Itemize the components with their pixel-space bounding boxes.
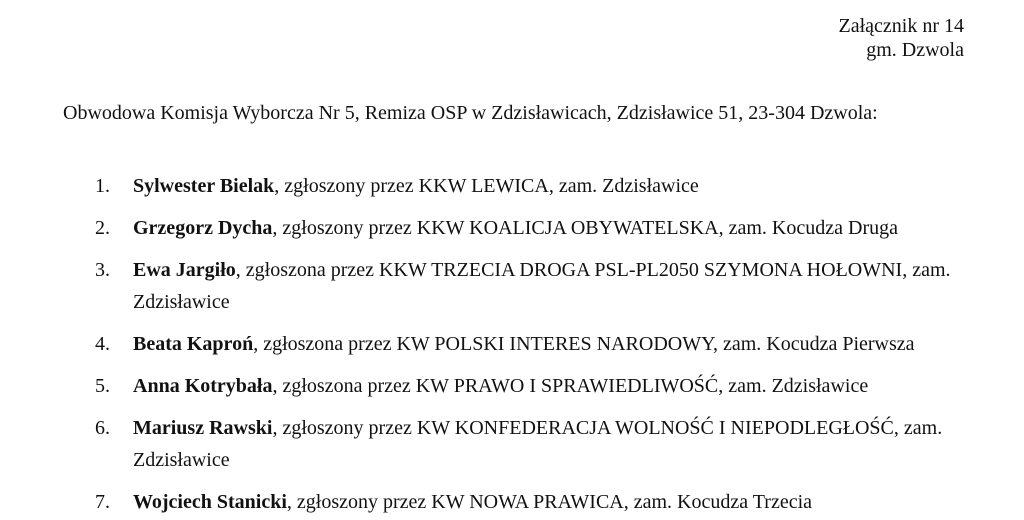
member-name: Wojciech Stanicki [133,491,287,513]
member-details: , zgłoszony przez KKW LEWICA, zam. Zdzisławice [274,175,699,197]
list-item [95,170,962,202]
list-item [95,412,962,476]
item-number: 5. [95,375,110,397]
list-item [95,254,962,318]
member-details: , zgłoszony przez KW KONFEDERACJA WOLNOŚĆ I NIEPODLEGŁOŚĆ, zam. Zdzisławice [133,417,943,471]
item-text [133,328,962,360]
member-name: Sylwester Bielak [133,175,275,197]
list-item [95,328,962,360]
member-name: Beata Kaproń [133,333,254,355]
attachment-number: Załącznik nr 14 [838,15,964,37]
member-name: Grzegorz Dycha [133,217,273,239]
attachment-label [839,14,965,62]
member-name: Ewa Jargiło [133,259,236,281]
commission-header: Obwodowa Komisja Wyborcza Nr 5, Remiza OSP w Zdzisławicach, Zdzisławice 51, 23-304 Dzwola: [63,102,878,124]
member-details: , zgłoszony przez KKW KOALICJA OBYWATELSKA, zam. Kocudza Druga [272,217,898,239]
item-text [133,170,962,202]
member-name: Mariusz Rawski [133,417,273,439]
member-list [95,170,962,520]
item-number: 1. [95,175,110,197]
member-details: , zgłoszona przez KW POLSKI INTERES NARODOWY, zam. Kocudza Pierwsza [253,333,915,355]
list-item [95,370,962,402]
member-name: Anna Kotrybała [133,375,273,397]
item-number: 4. [95,333,110,355]
item-text [133,254,962,318]
member-details: , zgłoszona przez KKW TRZECIA DROGA PSL-PL2050 SZYMONA HOŁOWNI, zam. Zdzisławice [133,259,951,313]
item-number: 3. [95,259,110,281]
item-text [133,412,962,476]
list-item [95,486,962,518]
item-number: 7. [95,491,110,513]
attachment-municipality: gm. Dzwola [866,39,964,61]
member-details: , zgłoszona przez KW PRAWO I SPRAWIEDLIWOŚĆ, zam. Zdzisławice [272,375,869,397]
item-text [133,212,962,244]
item-number: 2. [95,217,110,239]
item-text [133,370,962,402]
member-details: , zgłoszony przez KW NOWA PRAWICA, zam. Kocudza Trzecia [286,491,813,513]
item-text [133,486,962,518]
item-number: 6. [95,417,110,439]
list-item [95,212,962,244]
